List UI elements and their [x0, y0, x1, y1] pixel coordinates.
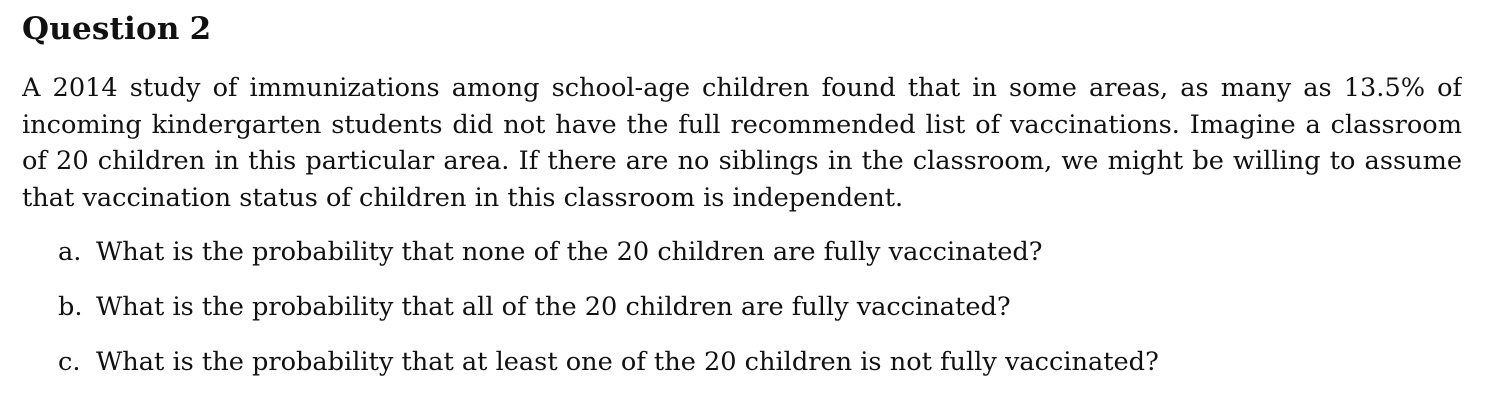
sub-question-b	[58, 290, 1011, 324]
sub-question-text: What is the probability that at least one of the 20 children is not fully vaccinated?	[96, 347, 1159, 377]
question-number: 2	[189, 11, 212, 47]
sub-question-marker: c.	[58, 347, 81, 377]
sub-question-a	[58, 235, 1042, 269]
sub-question-text: What is the probability that all of the 20 children are fully vaccinated?	[96, 292, 1011, 322]
question-heading	[22, 9, 211, 49]
question-body-line-2: incoming kindergarten students did not have the full recommended list of vaccinations. Imagine a classroom	[22, 110, 1462, 140]
question-body-line-3: of 20 children in this particular area. If there are no siblings in the classroom, we might be willing to assume	[22, 146, 1462, 176]
sub-question-marker: a.	[58, 237, 82, 267]
question-body-line-1: A 2014 study of immunizations among school-age children found that in some areas, as many as 13.5% of	[22, 73, 1462, 103]
question-label: Question	[22, 11, 180, 47]
question-body-line-4: that vaccination status of children in this classroom is independent.	[22, 183, 904, 213]
sub-question-marker: b.	[58, 292, 83, 322]
sub-question-text: What is the probability that none of the 20 children are fully vaccinated?	[96, 237, 1043, 267]
sub-question-c	[58, 345, 1159, 379]
